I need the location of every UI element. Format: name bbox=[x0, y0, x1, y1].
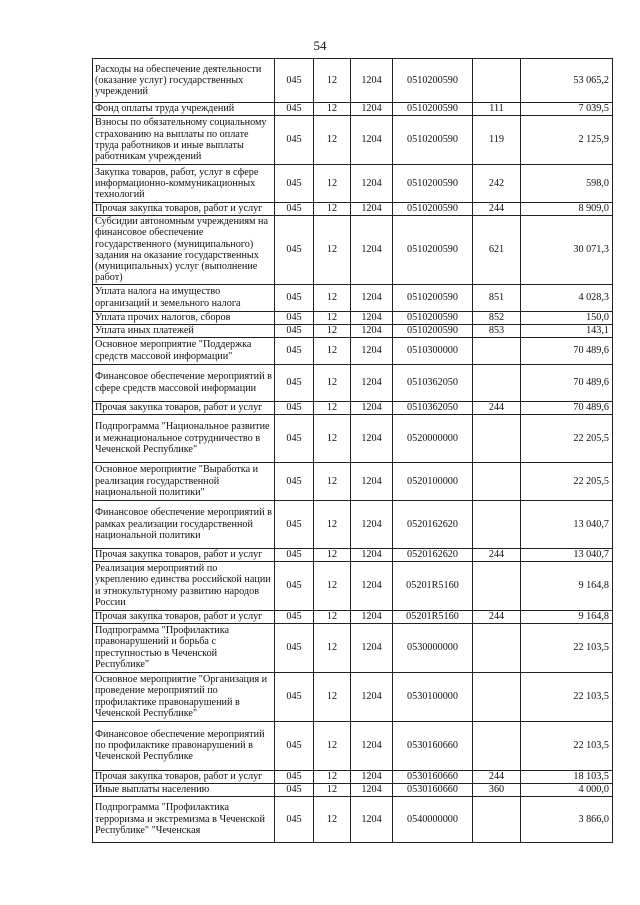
budget-table bbox=[92, 58, 613, 843]
cell-adm: 045 bbox=[275, 116, 314, 165]
cell-adm: 045 bbox=[275, 59, 314, 103]
cell-pr: 1204 bbox=[351, 59, 393, 103]
cell-pr: 1204 bbox=[351, 462, 393, 500]
cell-rz: 12 bbox=[314, 500, 351, 548]
cell-name: Прочая закупка товаров, работ и услуг bbox=[93, 401, 275, 414]
cell-vr: 244 bbox=[473, 548, 521, 561]
cell-name: Прочая закупка товаров, работ и услуг bbox=[93, 770, 275, 783]
cell-adm: 045 bbox=[275, 401, 314, 414]
cell-sum: 13 040,7 bbox=[521, 500, 613, 548]
table-row bbox=[93, 783, 613, 796]
cell-name: Иные выплаты населению bbox=[93, 783, 275, 796]
cell-vr bbox=[473, 337, 521, 364]
cell-csr: 0530160660 bbox=[393, 721, 473, 770]
cell-sum: 3 866,0 bbox=[521, 796, 613, 842]
cell-csr: 0510200590 bbox=[393, 311, 473, 324]
table-body bbox=[93, 59, 613, 843]
cell-csr: 0510200590 bbox=[393, 203, 473, 216]
cell-rz: 12 bbox=[314, 783, 351, 796]
cell-csr: 0510200590 bbox=[393, 116, 473, 165]
table-row bbox=[93, 672, 613, 721]
cell-csr: 0540000000 bbox=[393, 796, 473, 842]
cell-pr: 1204 bbox=[351, 364, 393, 401]
cell-sum: 9 164,8 bbox=[521, 561, 613, 610]
cell-csr: 0520000000 bbox=[393, 414, 473, 462]
cell-adm: 045 bbox=[275, 770, 314, 783]
cell-adm: 045 bbox=[275, 721, 314, 770]
cell-name: Подпрограмма "Профилактика терроризма и экстремизма в Чеченской Республике" "Чеченская bbox=[93, 796, 275, 842]
cell-vr: 111 bbox=[473, 103, 521, 116]
cell-vr: 242 bbox=[473, 165, 521, 203]
cell-pr: 1204 bbox=[351, 337, 393, 364]
table-row bbox=[93, 324, 613, 337]
table-row bbox=[93, 337, 613, 364]
cell-sum: 18 103,5 bbox=[521, 770, 613, 783]
cell-sum: 22 103,5 bbox=[521, 623, 613, 672]
cell-adm: 045 bbox=[275, 284, 314, 311]
table-row bbox=[93, 414, 613, 462]
cell-adm: 045 bbox=[275, 796, 314, 842]
cell-sum: 4 028,3 bbox=[521, 284, 613, 311]
cell-vr: 853 bbox=[473, 324, 521, 337]
cell-name: Финансовое обеспечение мероприятий в сфере средств массовой информации bbox=[93, 364, 275, 401]
cell-sum: 13 040,7 bbox=[521, 548, 613, 561]
cell-pr: 1204 bbox=[351, 500, 393, 548]
cell-name: Прочая закупка товаров, работ и услуг bbox=[93, 203, 275, 216]
cell-pr: 1204 bbox=[351, 401, 393, 414]
cell-pr: 1204 bbox=[351, 116, 393, 165]
cell-name: Финансовое обеспечение мероприятий по профилактике правонарушений в Чеченской Республике bbox=[93, 721, 275, 770]
cell-adm: 045 bbox=[275, 203, 314, 216]
cell-name: Реализация мероприятий по укреплению единства российской нации и этнокультурному развитию народов России bbox=[93, 561, 275, 610]
cell-rz: 12 bbox=[314, 721, 351, 770]
cell-pr: 1204 bbox=[351, 796, 393, 842]
cell-pr: 1204 bbox=[351, 783, 393, 796]
cell-csr: 0510362050 bbox=[393, 364, 473, 401]
cell-sum: 53 065,2 bbox=[521, 59, 613, 103]
cell-csr: 0530000000 bbox=[393, 623, 473, 672]
cell-pr: 1204 bbox=[351, 561, 393, 610]
cell-rz: 12 bbox=[314, 203, 351, 216]
cell-vr: 851 bbox=[473, 284, 521, 311]
cell-pr: 1204 bbox=[351, 672, 393, 721]
cell-pr: 1204 bbox=[351, 623, 393, 672]
cell-rz: 12 bbox=[314, 364, 351, 401]
cell-vr: 360 bbox=[473, 783, 521, 796]
cell-name: Уплата иных платежей bbox=[93, 324, 275, 337]
cell-rz: 12 bbox=[314, 165, 351, 203]
cell-adm: 045 bbox=[275, 216, 314, 285]
cell-vr bbox=[473, 414, 521, 462]
table-row bbox=[93, 203, 613, 216]
cell-sum: 70 489,6 bbox=[521, 364, 613, 401]
cell-pr: 1204 bbox=[351, 610, 393, 623]
cell-csr: 0510200590 bbox=[393, 103, 473, 116]
cell-adm: 045 bbox=[275, 500, 314, 548]
cell-csr: 0530100000 bbox=[393, 672, 473, 721]
cell-sum: 2 125,9 bbox=[521, 116, 613, 165]
cell-vr: 244 bbox=[473, 610, 521, 623]
cell-rz: 12 bbox=[314, 770, 351, 783]
cell-rz: 12 bbox=[314, 337, 351, 364]
cell-csr: 0510362050 bbox=[393, 401, 473, 414]
table-row bbox=[93, 623, 613, 672]
cell-rz: 12 bbox=[314, 311, 351, 324]
cell-csr: 0530160660 bbox=[393, 783, 473, 796]
cell-csr: 0520100000 bbox=[393, 462, 473, 500]
cell-pr: 1204 bbox=[351, 324, 393, 337]
cell-adm: 045 bbox=[275, 623, 314, 672]
table-row bbox=[93, 165, 613, 203]
cell-rz: 12 bbox=[314, 561, 351, 610]
page-number: 54 bbox=[313, 38, 327, 53]
cell-name: Прочая закупка товаров, работ и услуг bbox=[93, 548, 275, 561]
cell-name: Закупка товаров, работ, услуг в сфере информационно-коммуникационных технологий bbox=[93, 165, 275, 203]
cell-csr: 05201R5160 bbox=[393, 610, 473, 623]
table-row bbox=[93, 770, 613, 783]
table-row bbox=[93, 103, 613, 116]
cell-rz: 12 bbox=[314, 796, 351, 842]
cell-sum: 9 164,8 bbox=[521, 610, 613, 623]
cell-pr: 1204 bbox=[351, 770, 393, 783]
cell-sum: 7 039,5 bbox=[521, 103, 613, 116]
cell-sum: 70 489,6 bbox=[521, 337, 613, 364]
cell-sum: 30 071,3 bbox=[521, 216, 613, 285]
cell-pr: 1204 bbox=[351, 203, 393, 216]
cell-vr: 244 bbox=[473, 401, 521, 414]
cell-csr: 0520162620 bbox=[393, 548, 473, 561]
cell-vr: 852 bbox=[473, 311, 521, 324]
cell-name: Основное мероприятие "Выработка и реализация государственной национальной политики" bbox=[93, 462, 275, 500]
cell-sum: 150,0 bbox=[521, 311, 613, 324]
cell-pr: 1204 bbox=[351, 414, 393, 462]
table-row bbox=[93, 500, 613, 548]
table-row bbox=[93, 59, 613, 103]
cell-csr: 05201R5160 bbox=[393, 561, 473, 610]
cell-rz: 12 bbox=[314, 103, 351, 116]
cell-name: Подпрограмма "Профилактика правонарушений и борьба с преступностью в Чеченской Республике" bbox=[93, 623, 275, 672]
cell-vr bbox=[473, 672, 521, 721]
cell-pr: 1204 bbox=[351, 311, 393, 324]
cell-rz: 12 bbox=[314, 116, 351, 165]
cell-csr: 0510200590 bbox=[393, 59, 473, 103]
table-row bbox=[93, 284, 613, 311]
cell-rz: 12 bbox=[314, 623, 351, 672]
cell-vr bbox=[473, 462, 521, 500]
cell-vr bbox=[473, 59, 521, 103]
cell-rz: 12 bbox=[314, 324, 351, 337]
cell-adm: 045 bbox=[275, 672, 314, 721]
cell-name: Уплата налога на имущество организаций и земельного налога bbox=[93, 284, 275, 311]
table-row bbox=[93, 311, 613, 324]
cell-rz: 12 bbox=[314, 216, 351, 285]
table-row bbox=[93, 610, 613, 623]
table-row bbox=[93, 216, 613, 285]
cell-name: Расходы на обеспечение деятельности (оказание услуг) государственных учреждений bbox=[93, 59, 275, 103]
cell-sum: 143,1 bbox=[521, 324, 613, 337]
cell-adm: 045 bbox=[275, 548, 314, 561]
cell-pr: 1204 bbox=[351, 548, 393, 561]
cell-name: Взносы по обязательному социальному страхованию на выплаты по оплате труда работников и иные выплаты работникам учреждений bbox=[93, 116, 275, 165]
cell-sum: 22 205,5 bbox=[521, 414, 613, 462]
table-row bbox=[93, 561, 613, 610]
cell-adm: 045 bbox=[275, 414, 314, 462]
cell-name: Основное мероприятие "Организация и проведение мероприятий по профилактике правонарушений в Чеченской Республике" bbox=[93, 672, 275, 721]
cell-csr: 0510200590 bbox=[393, 284, 473, 311]
table-row bbox=[93, 796, 613, 842]
cell-vr bbox=[473, 500, 521, 548]
cell-name: Уплата прочих налогов, сборов bbox=[93, 311, 275, 324]
table-row bbox=[93, 548, 613, 561]
cell-csr: 0510200590 bbox=[393, 324, 473, 337]
cell-pr: 1204 bbox=[351, 216, 393, 285]
cell-vr: 244 bbox=[473, 203, 521, 216]
cell-csr: 0510200590 bbox=[393, 216, 473, 285]
cell-pr: 1204 bbox=[351, 284, 393, 311]
cell-rz: 12 bbox=[314, 284, 351, 311]
cell-pr: 1204 bbox=[351, 165, 393, 203]
cell-csr: 0510200590 bbox=[393, 165, 473, 203]
cell-pr: 1204 bbox=[351, 103, 393, 116]
cell-csr: 0530160660 bbox=[393, 770, 473, 783]
cell-vr bbox=[473, 561, 521, 610]
cell-sum: 22 205,5 bbox=[521, 462, 613, 500]
cell-sum: 598,0 bbox=[521, 165, 613, 203]
cell-rz: 12 bbox=[314, 462, 351, 500]
cell-rz: 12 bbox=[314, 610, 351, 623]
cell-pr: 1204 bbox=[351, 721, 393, 770]
cell-vr bbox=[473, 796, 521, 842]
cell-sum: 4 000,0 bbox=[521, 783, 613, 796]
cell-name: Прочая закупка товаров, работ и услуг bbox=[93, 610, 275, 623]
cell-sum: 22 103,5 bbox=[521, 672, 613, 721]
cell-name: Фонд оплаты труда учреждений bbox=[93, 103, 275, 116]
cell-name: Подпрограмма "Национальное развитие и межнациональное сотрудничество в Чеченской Республике" bbox=[93, 414, 275, 462]
table-row bbox=[93, 721, 613, 770]
cell-vr bbox=[473, 623, 521, 672]
cell-name: Субсидии автономным учреждениям на финансовое обеспечение государственного (муниципального) задания на оказание государственных (муниципальных) услуг (выполнение работ) bbox=[93, 216, 275, 285]
cell-rz: 12 bbox=[314, 401, 351, 414]
table-row bbox=[93, 116, 613, 165]
cell-sum: 8 909,0 bbox=[521, 203, 613, 216]
table-row bbox=[93, 401, 613, 414]
cell-adm: 045 bbox=[275, 462, 314, 500]
cell-name: Основное мероприятие "Поддержка средств массовой информации" bbox=[93, 337, 275, 364]
cell-rz: 12 bbox=[314, 548, 351, 561]
cell-vr: 621 bbox=[473, 216, 521, 285]
cell-sum: 70 489,6 bbox=[521, 401, 613, 414]
cell-csr: 0510300000 bbox=[393, 337, 473, 364]
table-row bbox=[93, 364, 613, 401]
cell-adm: 045 bbox=[275, 311, 314, 324]
cell-vr bbox=[473, 364, 521, 401]
cell-adm: 045 bbox=[275, 337, 314, 364]
cell-vr: 244 bbox=[473, 770, 521, 783]
cell-vr bbox=[473, 721, 521, 770]
cell-name: Финансовое обеспечение мероприятий в рамках реализации государственной национальной политики bbox=[93, 500, 275, 548]
cell-vr: 119 bbox=[473, 116, 521, 165]
cell-adm: 045 bbox=[275, 783, 314, 796]
cell-rz: 12 bbox=[314, 414, 351, 462]
cell-rz: 12 bbox=[314, 59, 351, 103]
cell-sum: 22 103,5 bbox=[521, 721, 613, 770]
table-row bbox=[93, 462, 613, 500]
cell-adm: 045 bbox=[275, 103, 314, 116]
cell-adm: 045 bbox=[275, 165, 314, 203]
cell-csr: 0520162620 bbox=[393, 500, 473, 548]
cell-adm: 045 bbox=[275, 610, 314, 623]
cell-adm: 045 bbox=[275, 364, 314, 401]
cell-adm: 045 bbox=[275, 561, 314, 610]
cell-adm: 045 bbox=[275, 324, 314, 337]
cell-rz: 12 bbox=[314, 672, 351, 721]
